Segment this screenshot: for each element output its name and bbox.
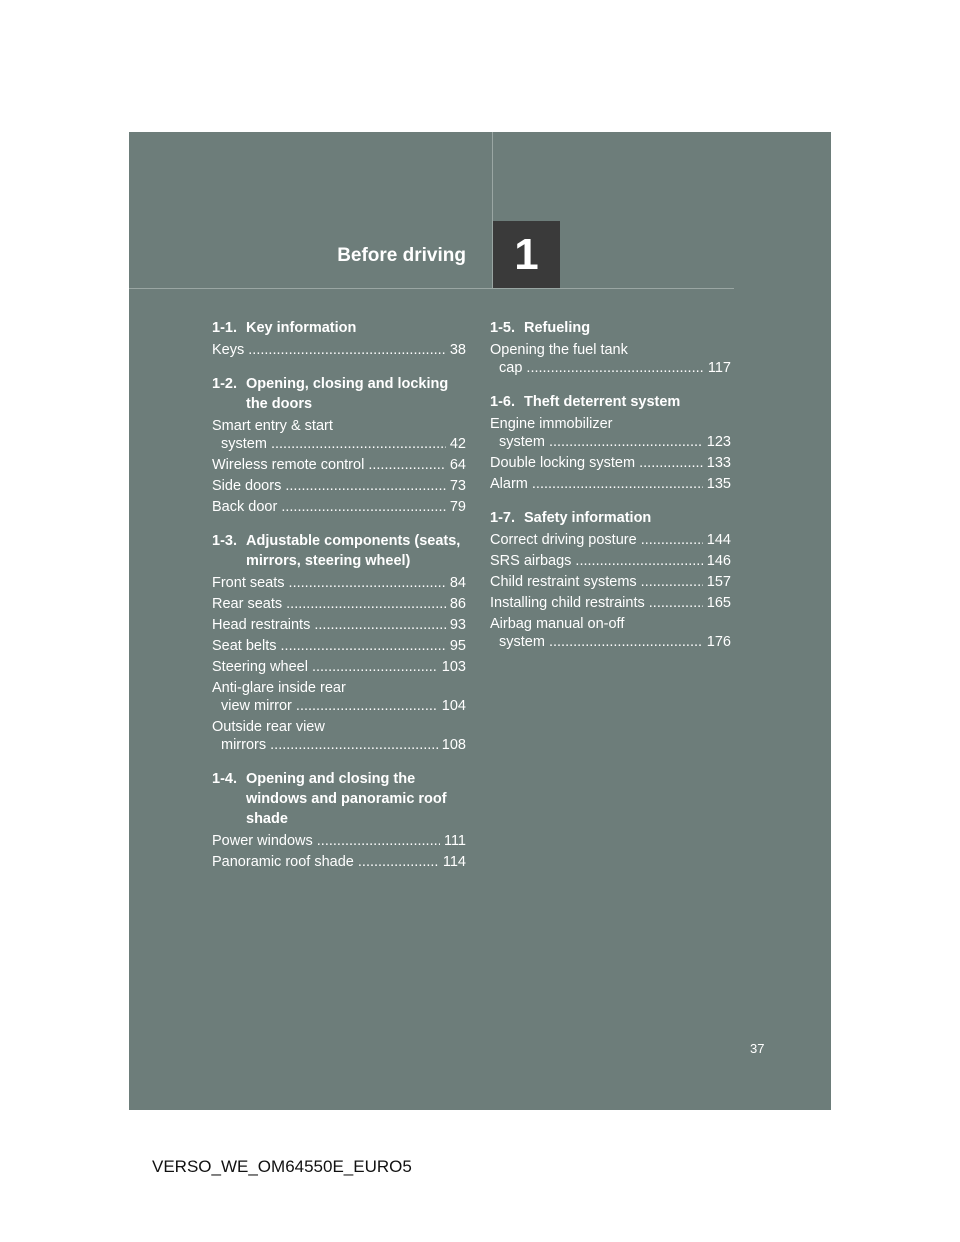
toc-entry-row <box>212 832 466 850</box>
toc-entry[interactable] <box>490 415 731 451</box>
toc-entry-text: Child restraint systems ..... <box>490 573 703 591</box>
toc-entry-page: 146 <box>706 553 731 569</box>
toc-entry-row <box>212 574 466 592</box>
toc-entry-page: 108 <box>441 737 466 753</box>
toc-entry[interactable] <box>212 637 466 655</box>
toc-entry-page: 176 <box>706 634 731 650</box>
toc-entry-text: Seat belts ..... <box>212 637 446 655</box>
toc-entry-text: Smart entry & start <box>212 418 333 434</box>
toc-entry-row <box>212 595 466 613</box>
toc-entry-text-cont: cap ..... <box>499 359 704 377</box>
toc-entry-row <box>490 454 731 472</box>
toc-entry-page: 114 <box>442 854 466 870</box>
section-title: Refueling <box>524 320 591 336</box>
toc-entry-text: SRS airbags ..... <box>490 552 703 570</box>
toc-entry-row <box>212 658 466 676</box>
section-title: Opening, closing and locking the doors <box>246 376 449 412</box>
section-title: Safety information <box>524 510 652 526</box>
section-title: Theft deterrent system <box>524 394 681 410</box>
toc-entry[interactable] <box>212 417 466 453</box>
toc-entry-row <box>490 552 731 570</box>
toc-entry[interactable] <box>212 853 466 871</box>
toc-entry[interactable] <box>490 552 731 570</box>
toc-entry-text-cont: mirrors ..... <box>221 736 438 754</box>
toc-entry-text: Steering wheel ..... <box>212 658 438 676</box>
toc-entry[interactable] <box>490 531 731 549</box>
toc-entry[interactable] <box>212 679 466 715</box>
toc-entry-text: Front seats ..... <box>212 574 446 592</box>
section-title: Opening and closing the windows and panoramic roof shade <box>246 771 447 827</box>
section-heading <box>490 392 731 412</box>
toc-entry-text: Engine immobilizer <box>490 416 613 432</box>
section-number: 1-2. <box>212 376 237 392</box>
section-title: Key information <box>246 320 357 336</box>
toc-entry-text: Head restraints ..... <box>212 616 446 634</box>
toc-entry-text: Correct driving posture ..... <box>490 531 703 549</box>
chapter-title: Before driving <box>337 245 466 266</box>
toc-entry-page: 79 <box>449 499 466 515</box>
chapter-number-box <box>493 221 560 288</box>
toc-entry[interactable] <box>212 718 466 754</box>
toc-entry-row <box>490 594 731 612</box>
toc-entry-row <box>212 498 466 516</box>
page-number: 37 <box>750 1041 765 1056</box>
toc-left-column <box>212 318 466 886</box>
toc-entry[interactable] <box>212 456 466 474</box>
toc-entry-text: Opening the fuel tank <box>490 342 628 358</box>
toc-entry-page: 104 <box>441 698 466 714</box>
document-code: VERSO_WE_OM64550E_EURO5 <box>152 1157 412 1176</box>
section-heading <box>490 508 731 528</box>
toc-section <box>212 374 466 516</box>
toc-entry-text: Panoramic roof shade ..... <box>212 853 439 871</box>
toc-entry-row <box>212 456 466 474</box>
section-heading <box>212 531 466 571</box>
section-items <box>490 531 731 651</box>
toc-entry-text: Wireless remote control ..... <box>212 456 446 474</box>
section-number: 1-4. <box>212 771 237 787</box>
toc-section <box>212 318 466 359</box>
toc-entry-page: 157 <box>706 574 731 590</box>
toc-entry-page: 42 <box>449 436 466 452</box>
toc-entry-text: Power windows ..... <box>212 832 440 850</box>
toc-entry-row <box>490 531 731 549</box>
section-title: Adjustable components (seats, mirrors, steering wheel) <box>246 533 461 569</box>
toc-entry-row <box>212 697 466 715</box>
toc-entry-row <box>212 853 466 871</box>
toc-entry-text: Back door ..... <box>212 498 446 516</box>
toc-entry-page: 144 <box>706 532 731 548</box>
toc-entry-row <box>212 341 466 359</box>
toc-entry-text: Outside rear view <box>212 719 325 735</box>
toc-entry-page: 86 <box>449 596 466 612</box>
toc-entry-text-cont: view mirror ..... <box>221 697 438 715</box>
toc-entry-page: 103 <box>441 659 466 675</box>
toc-entry-row <box>490 359 731 377</box>
toc-entry-text: Installing child restraints ..... <box>490 594 703 612</box>
toc-entry-page: 64 <box>449 457 466 473</box>
toc-entry-page: 38 <box>449 342 466 358</box>
toc-entry-page: 111 <box>443 833 466 849</box>
section-items <box>212 341 466 359</box>
toc-entry[interactable] <box>212 832 466 850</box>
toc-entry-text: Rear seats ..... <box>212 595 446 613</box>
toc-entry[interactable] <box>212 498 466 516</box>
toc-entry-page: 135 <box>706 476 731 492</box>
section-heading <box>212 769 466 829</box>
toc-entry-text-cont: system ..... <box>221 435 446 453</box>
toc-entry[interactable] <box>212 477 466 495</box>
section-items <box>490 415 731 493</box>
toc-entry[interactable] <box>212 616 466 634</box>
section-number: 1-5. <box>490 320 515 336</box>
toc-entry[interactable] <box>490 573 731 591</box>
toc-section <box>490 318 731 377</box>
toc-entry-page: 133 <box>706 455 731 471</box>
section-items <box>490 341 731 377</box>
toc-entry[interactable] <box>212 658 466 676</box>
toc-entry-page: 73 <box>449 478 466 494</box>
toc-entry-page: 165 <box>706 595 731 611</box>
toc-entry-row <box>212 736 466 754</box>
section-number: 1-6. <box>490 394 515 410</box>
section-items <box>212 832 466 871</box>
toc-entry-page: 84 <box>449 575 466 591</box>
section-number: 1-1. <box>212 320 237 336</box>
toc-entry-row <box>212 435 466 453</box>
section-number: 1-7. <box>490 510 515 526</box>
toc-entry-page: 123 <box>706 434 731 450</box>
toc-section <box>212 531 466 754</box>
toc-entry-text: Double locking system ..... <box>490 454 703 472</box>
toc-entry-row <box>490 433 731 451</box>
toc-entry-page: 95 <box>449 638 466 654</box>
toc-entry-text: Anti-glare inside rear <box>212 680 346 696</box>
toc-entry-text-cont: system ..... <box>499 633 703 651</box>
toc-entry-text: Keys ..... <box>212 341 446 359</box>
toc-entry[interactable] <box>490 454 731 472</box>
toc-entry-text: Alarm ..... <box>490 475 703 493</box>
toc-entry-text: Airbag manual on-off <box>490 616 625 632</box>
toc-entry-row <box>490 475 731 493</box>
section-items <box>212 417 466 516</box>
toc-section <box>490 508 731 651</box>
section-heading <box>212 374 466 414</box>
toc-right-column <box>490 318 731 666</box>
toc-entry[interactable] <box>490 594 731 612</box>
chapter-number: 1 <box>514 229 539 279</box>
toc-entry-row <box>212 616 466 634</box>
header-horizontal-rule <box>129 288 734 289</box>
toc-entry[interactable] <box>212 595 466 613</box>
toc-entry[interactable] <box>490 341 731 377</box>
section-number: 1-3. <box>212 533 237 549</box>
toc-entry-page: 117 <box>707 360 731 376</box>
toc-entry[interactable] <box>490 475 731 493</box>
toc-entry-row <box>490 633 731 651</box>
toc-entry[interactable] <box>212 341 466 359</box>
toc-entry-row <box>212 637 466 655</box>
toc-entry[interactable] <box>212 574 466 592</box>
toc-entry-text-cont: system ..... <box>499 433 703 451</box>
toc-entry-text: Side doors ..... <box>212 477 446 495</box>
toc-entry-row <box>490 573 731 591</box>
toc-entry-page: 93 <box>449 617 466 633</box>
toc-entry[interactable] <box>490 615 731 651</box>
section-heading <box>212 318 466 338</box>
section-heading <box>490 318 731 338</box>
toc-entry-row <box>212 477 466 495</box>
section-items <box>212 574 466 754</box>
toc-section <box>212 769 466 871</box>
toc-section <box>490 392 731 493</box>
